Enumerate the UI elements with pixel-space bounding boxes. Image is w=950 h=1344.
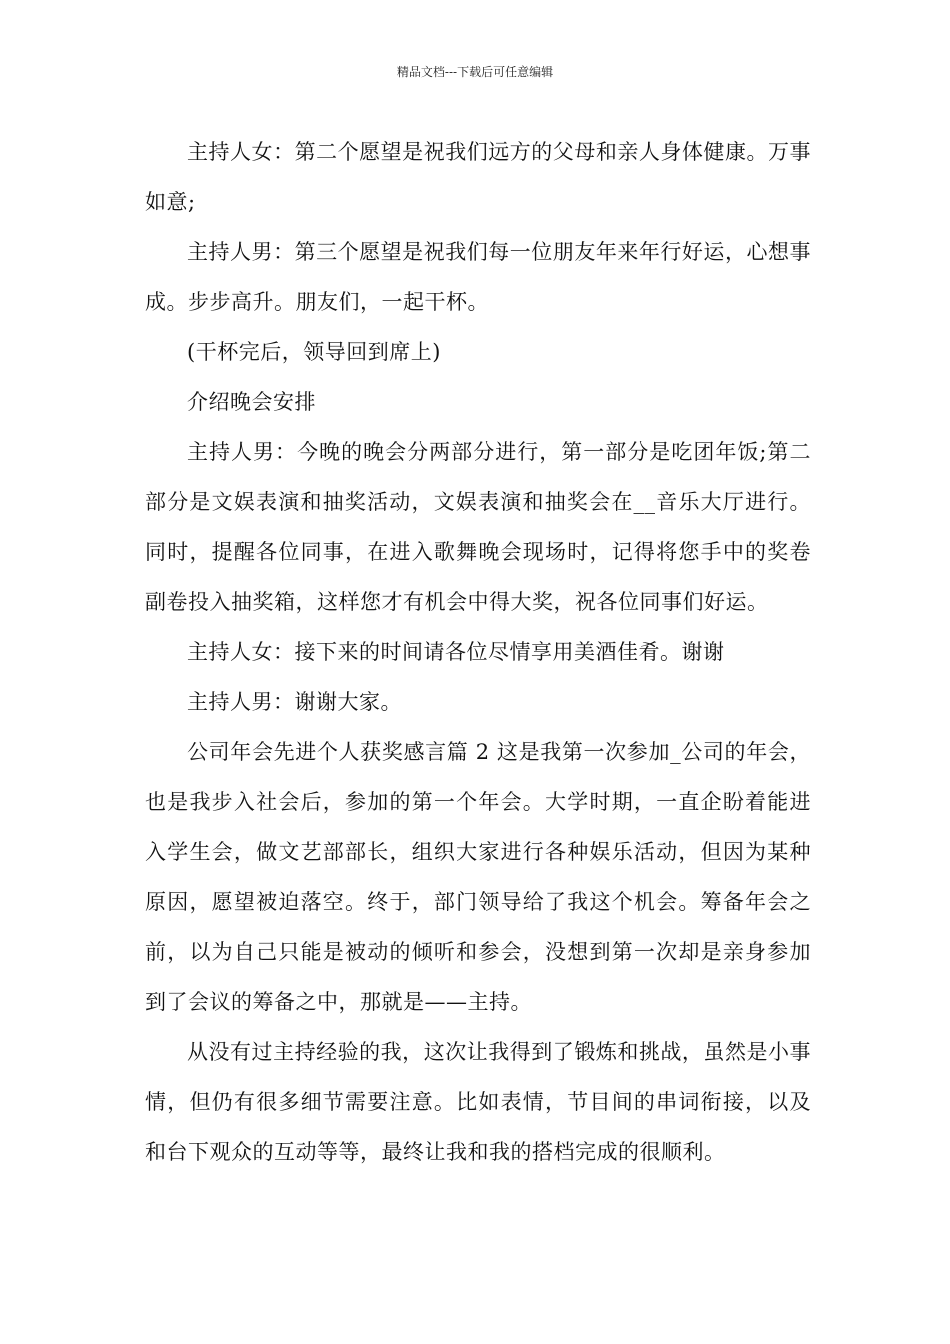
paragraph: 公司年会先进个人获奖感言篇 2 这是我第一次参加_公司的年会，也是我步入社会后，参加的第一个年会。大学时期，一直企盼着能进入学生会，做文艺部部长，组织大家进行各种娱乐活动，但因为某种原因，愿望被迫落空。终于，部门领导给了我这个机会。筹备年会之前，以为自己只能是被动的倾听和参会，没想到第一次却是亲身参加到了会议的筹备之中，那就是——主持。 (145, 740, 811, 1014)
paragraph: (干杯完后，领导回到席上) (187, 340, 441, 364)
paragraph: 主持人男：谢谢大家。 (187, 690, 402, 714)
paragraph: 主持人男：今晚的晚会分两部分进行，第一部分是吃团年饭;第二部分是文娱表演和抽奖活动，文娱表演和抽奖会在__音乐大厅进行。同时，提醒各位同事，在进入歌舞晚会现场时，记得将您手中的奖卷副卷投入抽奖箱，这样您才有机会中得大奖，祝各位同事们好运。 (145, 440, 811, 614)
paragraph: 主持人女：接下来的时间请各位尽情享用美酒佳肴。谢谢 (187, 640, 725, 664)
paragraph: 主持人女：第二个愿望是祝我们远方的父母和亲人身体健康。万事如意; (145, 140, 811, 214)
paragraph: 从没有过主持经验的我，这次让我得到了锻炼和挑战，虽然是小事情，但仍有很多细节需要注意。比如表情，节目间的串词衔接，以及和台下观众的互动等等，最终让我和我的搭档完成的很顺利。 (145, 1040, 811, 1164)
document-body (145, 127, 811, 1177)
page-header: 精品文档---下载后可任意编辑 (396, 65, 554, 79)
paragraph: 主持人男：第三个愿望是祝我们每一位朋友年来年行好运，心想事成。步步高升。朋友们，一起干杯。 (145, 240, 811, 314)
section-heading: 介绍晚会安排 (187, 390, 316, 414)
